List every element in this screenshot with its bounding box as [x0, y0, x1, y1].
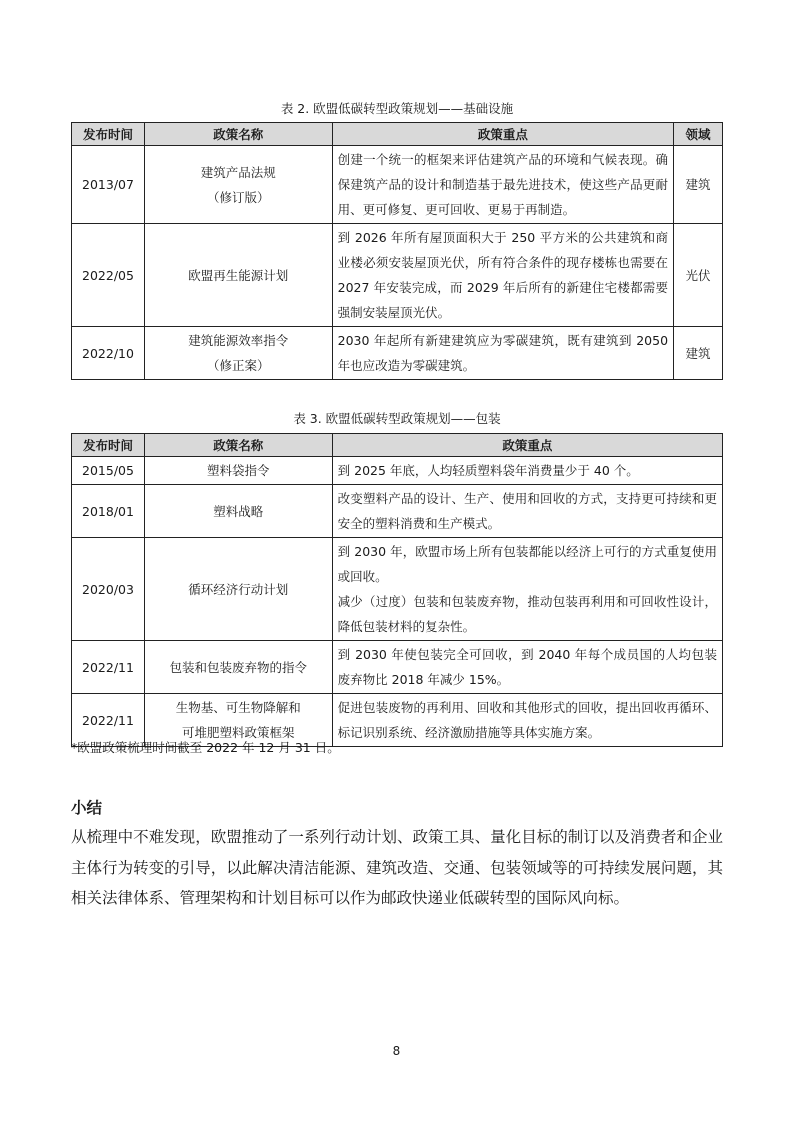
cell-policy-focus: 到 2026 年所有屋顶面积大于 250 平方米的公共建筑和商业楼必须安装屋顶光伏，所有符合条件的现存楼栋也需要在 2027 年安装完成，而 2029 年后所有的新建住宅楼都需要强制安装屋顶光伏。 — [332, 224, 673, 327]
page-number: 8 — [392, 1044, 401, 1058]
table-row — [72, 538, 723, 641]
cell-policy-name: 循环经济行动计划 — [144, 538, 332, 641]
policy-name-line: 可堆肥塑料政策框架 — [182, 725, 295, 740]
summary-paragraph: 从梳理中不难发现，欧盟推动了一系列行动计划、政策工具、量化目标的制订以及消费者和企业主体行为转变的引导，以此解决清洁能源、建筑改造、交通、包装领域等的可持续发展问题，其相关法律体系、管理架构和计划目标可以作为邮政快递业低碳转型的国际风向标。 — [71, 828, 723, 907]
policy-name-line: 建筑能源效率指令 — [188, 333, 289, 348]
column-header-date: 发布时间 — [72, 123, 145, 146]
column-header-policy-name: 政策名称 — [144, 123, 332, 146]
table-row — [72, 146, 723, 224]
table2-caption: 表 2. 欧盟低碳转型政策规划——基础设施 — [280, 101, 514, 116]
policy-name-line: 生物基、可生物降解和 — [175, 700, 301, 715]
cell-policy-focus: 改变塑料产品的设计、生产、使用和回收的方式，支持更可持续和更安全的塑料消费和生产模式。 — [332, 485, 722, 538]
footnote: *欧盟政策梳理时间截至 2022 年 12 月 31 日。 — [71, 740, 340, 755]
table-row — [72, 327, 723, 380]
policy-focus-paragraph: 到 2030 年，欧盟市场上所有包装都能以经济上可行的方式重复使用或回收。 — [337, 544, 717, 584]
policy-focus-paragraph: 减少（过度）包装和包装废弃物，推动包装再利用和可回收性设计，降低包装材料的复杂性。 — [337, 594, 717, 634]
table3-header-row — [72, 434, 723, 457]
table-row — [72, 224, 723, 327]
cell-date: 2020/03 — [72, 538, 145, 641]
policy-name-line: 建筑产品法规 — [200, 164, 276, 180]
table-row — [72, 457, 723, 485]
column-header-policy-focus: 政策重点 — [332, 434, 722, 457]
summary-title: 小结 — [71, 799, 103, 817]
cell-policy-focus: 促进包装废物的再利用、回收和其他形式的回收，提出回收再循环、标记识别系统、经济激励措施等具体实施方案。 — [332, 694, 722, 747]
cell-date: 2015/05 — [72, 457, 145, 485]
table2-infrastructure — [71, 122, 723, 380]
cell-policy-focus: 2030 年起所有新建建筑应为零碳建筑，既有建筑到 2050 年也应改造为零碳建筑。 — [332, 327, 673, 380]
cell-policy-focus: 创建一个统一的框架来评估建筑产品的环境和气候表现。确保建筑产品的设计和制造基于最先进技术，使这些产品更耐用、更可修复、更可回收、更易于再制造。 — [332, 146, 673, 224]
cell-policy-name — [144, 327, 332, 380]
cell-date: 2022/10 — [72, 327, 145, 380]
cell-policy-focus — [332, 538, 722, 641]
cell-policy-name: 塑料战略 — [144, 485, 332, 538]
table-row — [72, 641, 723, 694]
cell-policy-name: 塑料袋指令 — [144, 457, 332, 485]
cell-date: 2022/11 — [72, 641, 145, 694]
table-row — [72, 485, 723, 538]
cell-policy-name — [144, 146, 332, 224]
cell-date: 2018/01 — [72, 485, 145, 538]
cell-policy-name — [144, 224, 332, 327]
cell-date: 2013/07 — [72, 146, 145, 224]
cell-field: 建筑 — [674, 327, 723, 380]
column-header-policy-name: 政策名称 — [144, 434, 332, 457]
policy-name-line: 欧盟再生能源计划 — [188, 267, 289, 283]
table2-header-row — [72, 123, 723, 146]
column-header-date: 发布时间 — [72, 434, 145, 457]
cell-field: 建筑 — [674, 146, 723, 224]
policy-name-line: （修订版） — [207, 189, 270, 205]
cell-policy-focus: 到 2025 年底，人均轻质塑料袋年消费量少于 40 个。 — [332, 457, 722, 485]
column-header-field: 领域 — [674, 123, 723, 146]
column-header-policy-focus: 政策重点 — [332, 123, 673, 146]
cell-field: 光伏 — [674, 224, 723, 327]
cell-policy-name: 包装和包装废弃物的指令 — [144, 641, 332, 694]
table3-packaging — [71, 433, 723, 747]
policy-name-line: （修正案） — [207, 358, 270, 373]
cell-date: 2022/05 — [72, 224, 145, 327]
cell-date: 2022/11 — [72, 694, 145, 747]
table3-caption: 表 3. 欧盟低碳转型政策规划——包装 — [293, 411, 501, 426]
cell-policy-focus: 到 2030 年使包装完全可回收，到 2040 年每个成员国的人均包装废弃物比 2018 年减少 15%。 — [332, 641, 722, 694]
